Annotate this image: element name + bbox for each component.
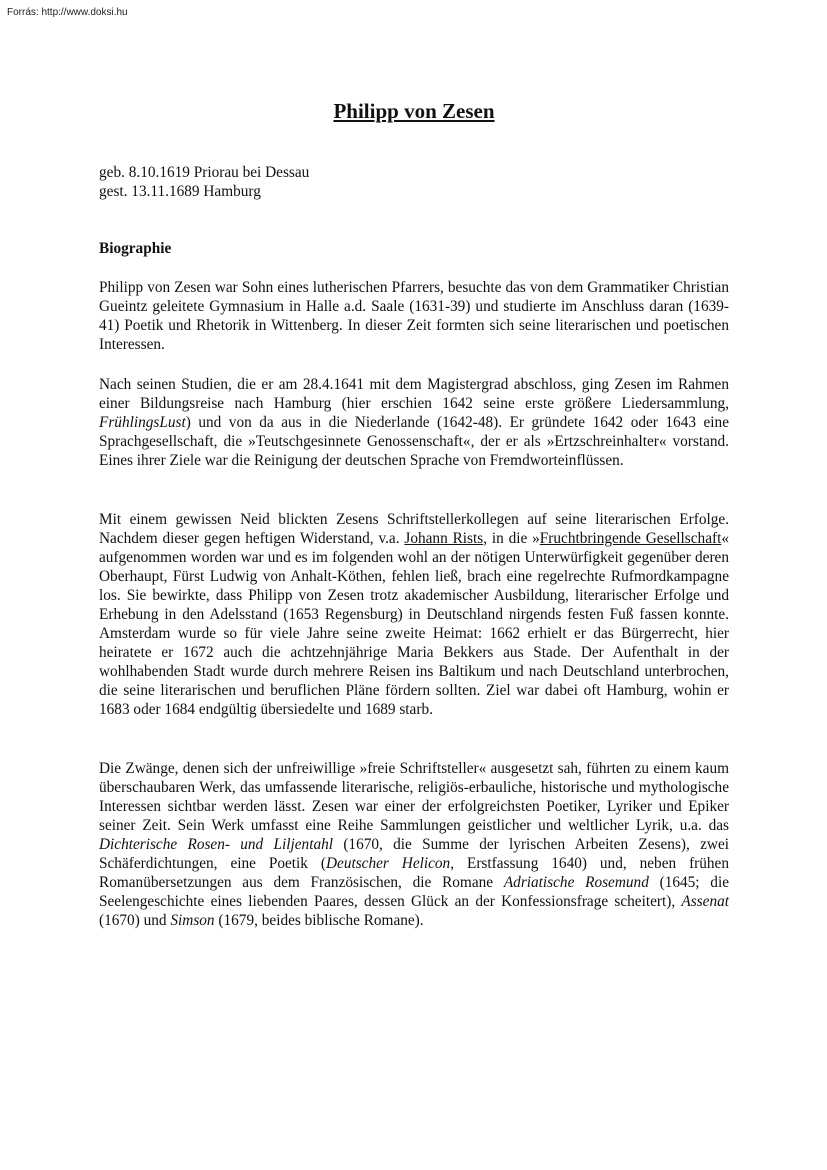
birth-line: geb. 8.10.1619 Priorau bei Dessau (99, 164, 310, 181)
text-segment: , Erstfassung 1640) und, neben frühen Romanübersetzungen aus dem Französischen, die Romane (99, 855, 729, 891)
text-segment: Mit einem gewissen Neid blickten Zesens Schriftstellerkollegen auf seine literarischen Erfolge. Nachdem dieser gegen heftigen Widerstand, v.a. (99, 511, 729, 547)
text-segment: (1645; die Seelengeschichte eines liebenden Paares, dessen Glück an der Konfessionsfrage scheitert), (99, 874, 729, 910)
work-title: FrühlingsLust (99, 414, 186, 431)
work-title: Assenat (681, 893, 729, 910)
paragraph-3 (99, 510, 729, 719)
link-fruchtbringende-gesellschaft[interactable]: Fruchtbringende Gesellschaft (539, 530, 722, 547)
text-segment: (1670) und (99, 912, 171, 929)
life-dates (99, 163, 309, 201)
text-segment: ) und von da aus in die Niederlande (1642-48). Er gründete 1642 oder 1643 eine Sprachgesellschaft, die »Teutschgesinnete Genossenschaft«, der er als »Ertzschreinhalter« vorstand. Eines ihrer Ziele war die Reinigung der deutschen Sprache von Fremdworteinflüssen. (99, 414, 729, 469)
paragraph-4 (99, 759, 729, 930)
work-title: Deutscher Helicon (325, 855, 451, 872)
text-segment: , in die » (483, 530, 540, 547)
page-title: Philipp von Zesen (333, 99, 495, 123)
text-segment: Nach seinen Studien, die er am 28.4.1641 mit dem Magistergrad abschloss, ging Zesen im Rahmen einer Bildungsreise nach Hamburg (hier erschien 1642 seine erste größere Liedersammlung, (99, 376, 729, 412)
source-label: Forrás: http://www.doksi.hu (7, 7, 128, 18)
paragraph-1: Philipp von Zesen war Sohn eines lutherischen Pfarrers, besuchte das von dem Grammatiker Christian Gueintz geleitete Gymnasium in Halle a.d. Saale (1631-39) und studierte im Anschluss daran (1639-41) Poetik und Rhetorik in Wittenberg. In dieser Zeit formten sich seine literarischen und poetischen Interessen. (99, 279, 729, 353)
text-segment: (1670, die Summe der lyrischen Arbeiten Zesens), zwei Schäferdichtungen, eine Poetik ( (99, 836, 729, 872)
text-segment: (1679, beides biblische Romane). (214, 912, 424, 929)
text-segment: Die Zwänge, denen sich der unfreiwillige »freie Schriftsteller« ausgesetzt sah, führten zu einem kaum überschaubaren Werk, das umfassende literarische, religiös-erbauliche, historische und mythologische Interessen sichtbar werden lässt. Zesen war einer der erfolgreichsten Poetiker, Lyriker und Epiker seiner Zeit. Sein Werk umfasst eine Reihe Sammlungen geistlicher und weltlicher Lyrik, u.a. das (99, 760, 729, 834)
section-heading: Biographie (99, 240, 172, 257)
text-segment: « aufgenommen worden war und es im folgenden wohl an der nötigen Unterwürfigkeit gegenüber deren Oberhaupt, Fürst Ludwig von Anhalt-Köthen, fehlen ließ, brach eine regelrechte Rufmordkampagne los. Sie bewirkte, dass Philipp von Zesen trotz akademischer Ausbildung, literarischer Erfolge und Erhebung in den Adelsstand (1653 Regensburg) in Deutschland nirgends festen Fuß fassen konnte. Amsterdam wurde so für viele Jahre seine zweite Heimat: 1662 erhielt er das Bürgerrecht, hier heiratete er 1672 auch die achtzehnjährige Maria Bekkers aus Stade. Der Aufenthalt in der wohlhabenden Stadt wurde durch mehrere Reisen ins Baltikum und nach Deutschland unterbrochen, die seine literarischen und beruflichen Pläne fördern sollten. Ziel war dabei oft Hamburg, wohin er 1683 oder 1684 endgültig übersiedelte und 1689 starb. (99, 530, 729, 718)
link-johann-rists[interactable]: Johann Rists (404, 530, 484, 547)
death-line: gest. 13.11.1689 Hamburg (99, 183, 261, 200)
paragraph-2 (99, 375, 729, 470)
work-title: Dichterische Rosen- und Liljentahl (99, 836, 334, 853)
work-title: Adriatische Rosemund (503, 874, 649, 891)
work-title: Simson (170, 912, 215, 929)
